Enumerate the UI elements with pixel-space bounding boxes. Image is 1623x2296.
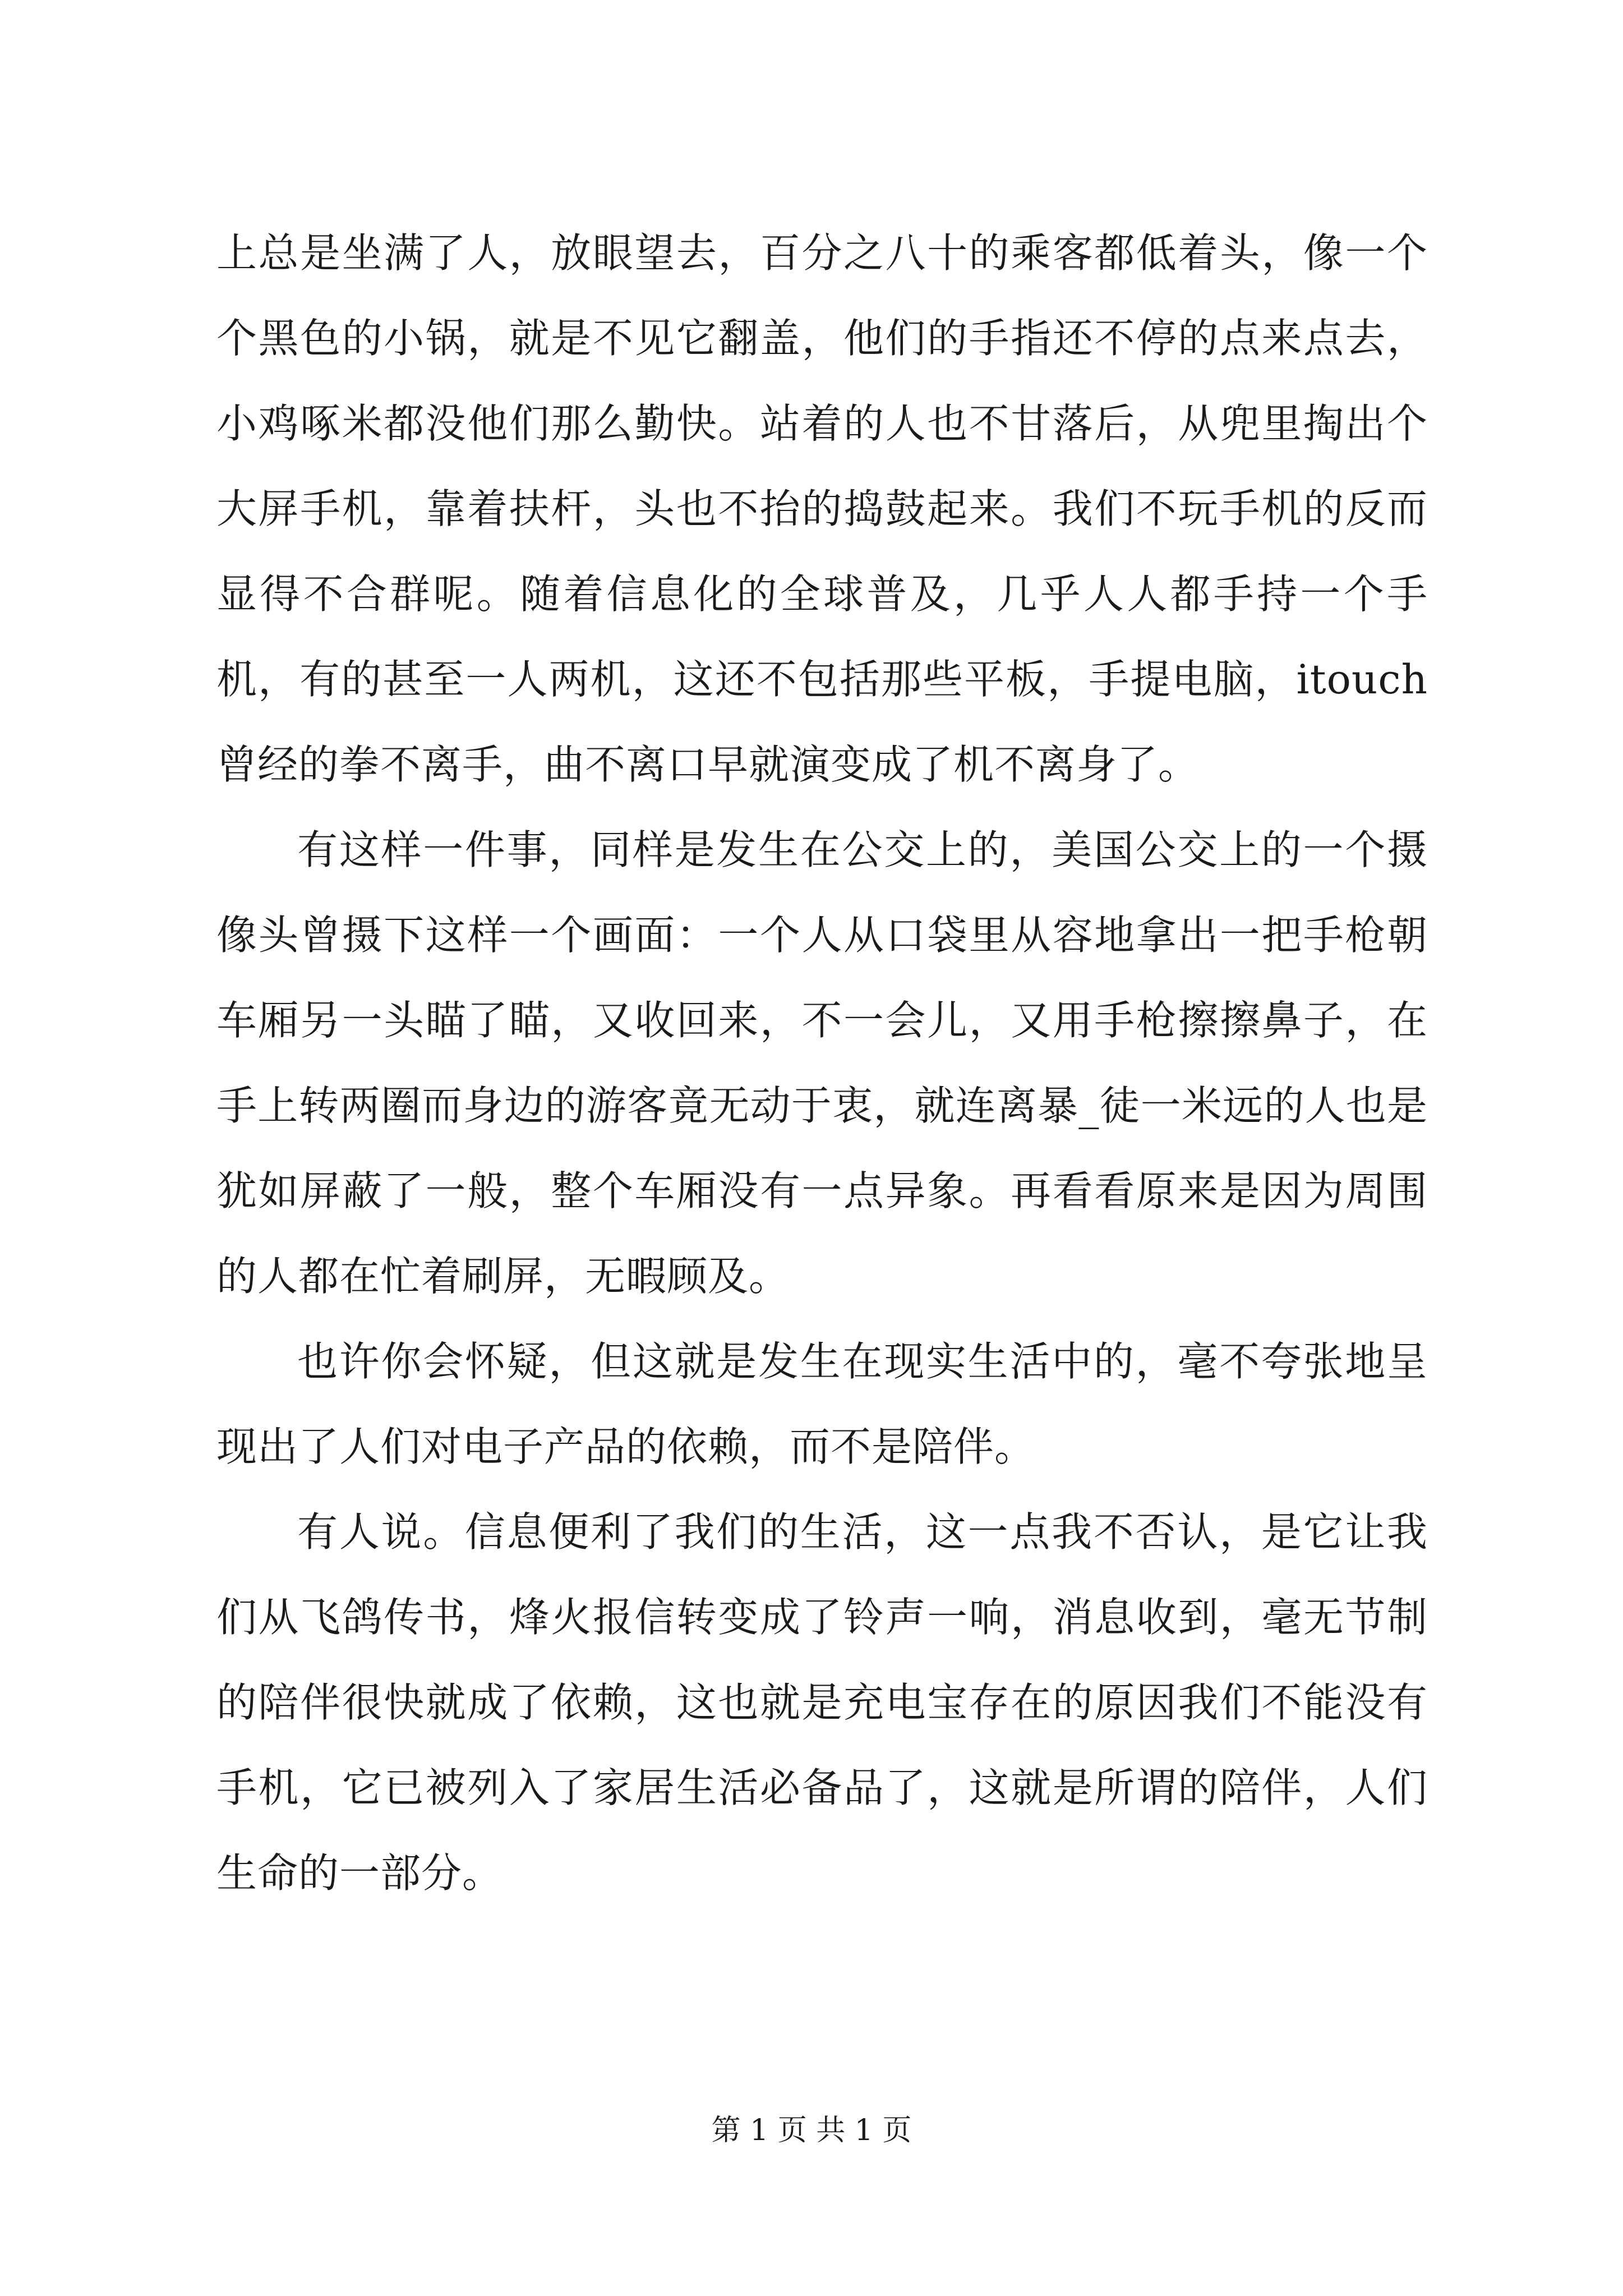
paragraph-continued: 上总是坐满了人，放眼望去，百分之八十的乘客都低着头，像一个个黑色的小锅，就是不见它翻盖，他们的手指还不停的点来点去，小鸡啄米都没他们那么勤快。站着的人也不甘落后，从兜里掏出个大屏手机，靠着扶杆，头也不抬的捣鼓起来。我们不玩手机的反而显得不合群呢。随着信息化的全球普及，几乎人人都手持一个手机，有的甚至一人两机，这还不包括那些平板，手提电脑，itouch 曾经的拳不离手，曲不离口早就演变成了机不离身了。 (216, 229, 1428, 788)
paragraph-doubt: 也许你会怀疑，但这就是发生在现实生活中的，毫不夸张地呈现出了人们对电子产品的依赖，而不是陪伴。 (216, 1338, 1428, 1470)
page-footer: 第 1 页 共 1 页 (711, 2114, 912, 2147)
document-body (216, 210, 1428, 1916)
paragraph-surveillance-story: 有这样一件事，同样是发生在公交上的，美国公交上的一个摄像头曾摄下这样一个画面：一个人从口袋里从容地拿出一把手枪朝车厢另一头瞄了瞄，又收回来，不一会儿，又用手枪擦擦鼻子，在手上转两圈而身边的游客竟无动于衷，就连离暴_徒一米远的人也是犹如屏蔽了一般，整个车厢没有一点异象。再看看原来是因为周围的人都在忙着刷屏，无暇顾及。 (216, 826, 1428, 1300)
paragraph-convenience: 有人说。信息便利了我们的生活，这一点我不否认，是它让我们从飞鸽传书，烽火报信转变成了铃声一响，消息收到，毫无节制的陪伴很快就成了依赖，这也就是充电宝存在的原因我们不能没有手机，它已被列入了家居生活必备品了，这就是所谓的陪伴，人们生命的一部分。 (216, 1508, 1428, 1897)
